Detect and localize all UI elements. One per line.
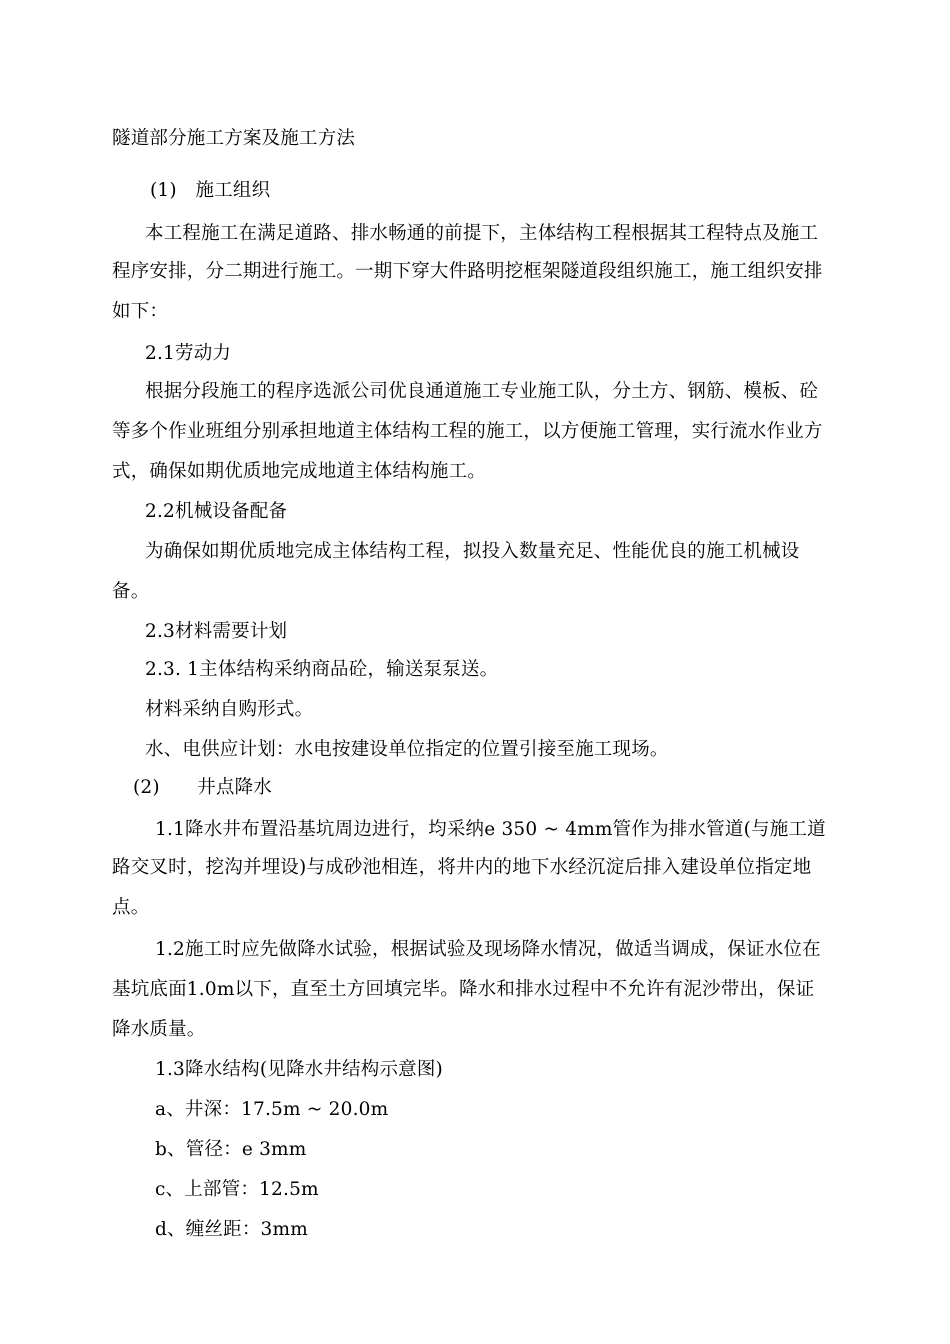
paragraph-line: 基坑底面1.0m以下，直至土方回填完毕。降水和排水过程中不允许有泥沙带出，保证 [112, 979, 815, 1000]
subheading-labor: 2.1劳动力 [145, 343, 232, 364]
list-item: b、管径：e 3mm [155, 1139, 307, 1160]
document-title: 隧道部分施工方案及施工方法 [112, 128, 356, 149]
paragraph-line: 等多个作业班组分别承担地道主体结构工程的施工，以方便施工管理，实行流水作业方 [112, 421, 823, 442]
paragraph-line: 点。 [112, 897, 150, 918]
subheading-machinery: 2.2机械设备配备 [145, 501, 288, 522]
list-item: d、缠丝距：3mm [155, 1219, 308, 1240]
paragraph-line: 如下： [112, 301, 169, 322]
paragraph-line: 程序安排，分二期进行施工。一期下穿大件路明挖框架隧道段组织施工，施工组织安排 [112, 261, 823, 282]
paragraph-line: 为确保如期优质地完成主体结构工程，拟投入数量充足、性能优良的施工机械设 [145, 541, 800, 562]
paragraph-line: 本工程施工在满足道路、排水畅通的前提下，主体结构工程根据其工程特点及施工 [145, 223, 819, 244]
section-heading-dewatering: (2) 井点降水 [133, 777, 273, 798]
paragraph-line: 备。 [112, 581, 150, 602]
paragraph-line: 1.1降水井布置沿基坑周边进行，均采纳e 350 ~ 4mm管作为排水管道(与施工道 [155, 819, 826, 840]
paragraph-line: 材料采纳自购形式。 [145, 699, 314, 720]
paragraph-line: 式，确保如期优质地完成地道主体结构施工。 [112, 461, 487, 482]
paragraph-line: 降水质量。 [112, 1019, 206, 1040]
subheading-dewatering-structure: 1.3降水结构(见降水井结构示意图) [155, 1059, 443, 1080]
list-item: a、井深：17.5m ~ 20.0m [155, 1099, 389, 1120]
section-heading-construction-organization: (1) 施工组织 [150, 180, 271, 201]
subheading-materials: 2.3材料需要计划 [145, 621, 288, 642]
paragraph-line: 2.3. 1主体结构采纳商品砼，输送泵泵送。 [145, 659, 499, 680]
paragraph-line: 水、电供应计划：水电按建设单位指定的位置引接至施工现场。 [145, 739, 669, 760]
list-item: c、上部管：12.5m [155, 1179, 319, 1200]
paragraph-line: 根据分段施工的程序选派公司优良通道施工专业施工队，分土方、钢筋、模板、砼 [145, 381, 819, 402]
paragraph-line: 路交叉时，挖沟并埋设)与成砂池相连，将井内的地下水经沉淀后排入建设单位指定地 [112, 857, 812, 878]
paragraph-line: 1.2施工时应先做降水试验，根据试验及现场降水情况，做适当调成，保证水位在 [155, 939, 821, 960]
